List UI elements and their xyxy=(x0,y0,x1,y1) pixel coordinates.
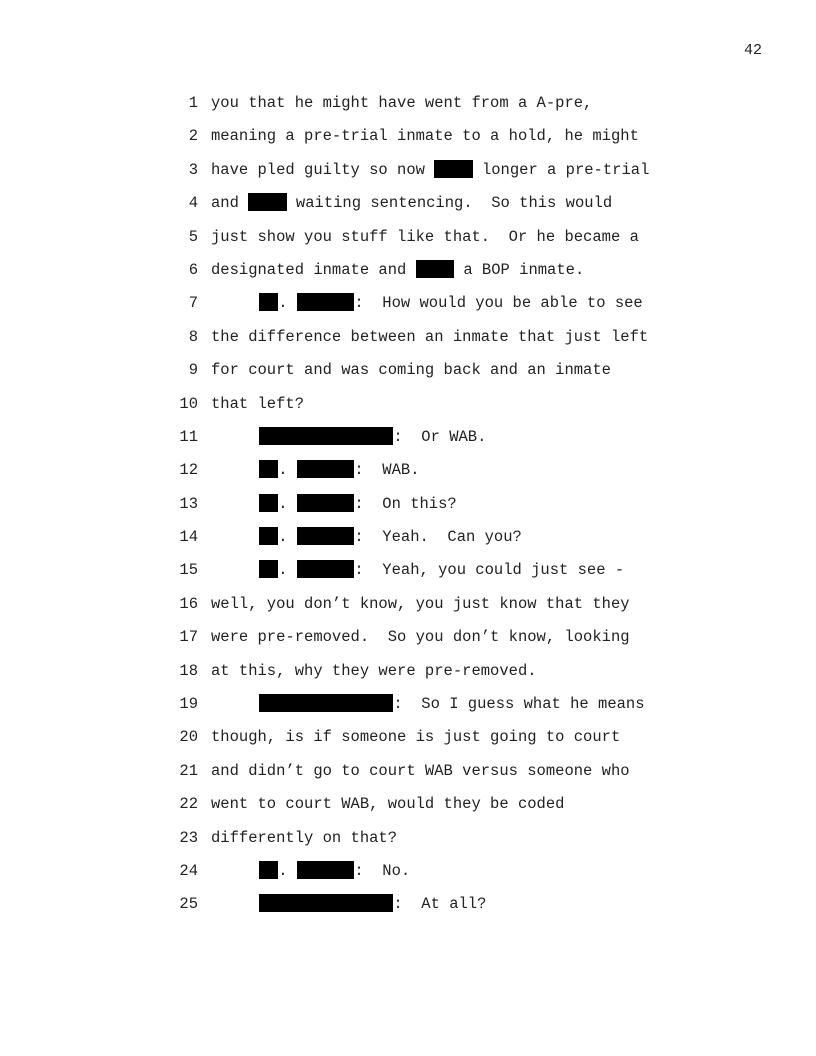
line-text xyxy=(211,187,612,220)
line-text xyxy=(211,788,564,821)
transcript-line xyxy=(0,755,816,788)
transcript-line xyxy=(0,354,816,387)
line-number: 13 xyxy=(179,494,198,513)
line-text xyxy=(211,655,537,688)
transcript-line xyxy=(0,521,816,554)
line-text xyxy=(211,388,304,421)
transcript-line xyxy=(0,454,816,487)
text-segment: . xyxy=(278,861,297,880)
line-text xyxy=(211,221,639,254)
text-segment: : Or WAB. xyxy=(393,427,487,446)
line-number: 1 xyxy=(188,94,198,112)
line-number: 24 xyxy=(179,861,198,880)
transcript-line xyxy=(0,287,816,320)
transcript-line xyxy=(0,788,816,821)
text-segment: at this, why they were pre-removed. xyxy=(211,661,537,680)
transcript-line xyxy=(0,254,816,287)
text-segment: you that he might have went from a A-pre, xyxy=(211,94,593,112)
line-number: 16 xyxy=(179,594,198,613)
redaction-box xyxy=(248,193,286,211)
redaction-box xyxy=(434,160,472,178)
line-text xyxy=(211,621,630,654)
line-text xyxy=(211,721,620,754)
text-segment: designated inmate and xyxy=(211,260,416,279)
line-text xyxy=(211,154,649,187)
line-number: 22 xyxy=(179,795,198,814)
line-number: 15 xyxy=(179,561,198,580)
text-segment: and didn’t go to court WAB versus someone who xyxy=(211,761,630,780)
line-number: 5 xyxy=(188,227,198,246)
line-number: 7 xyxy=(188,294,198,313)
line-number: 11 xyxy=(179,427,198,446)
text-segment: : Yeah. Can you? xyxy=(354,528,522,547)
line-text xyxy=(259,521,522,554)
line-text xyxy=(211,755,630,788)
line-number: 3 xyxy=(188,160,198,179)
transcript-line xyxy=(0,621,816,654)
text-segment: : How would you be able to see xyxy=(354,294,643,313)
text-segment: went to court WAB, would they be coded xyxy=(211,795,565,814)
text-segment: . xyxy=(278,528,297,547)
transcript-line xyxy=(0,588,816,621)
transcript-line xyxy=(0,87,816,120)
text-segment: waiting sentencing. So this would xyxy=(286,194,613,213)
redaction-box xyxy=(416,260,454,278)
line-number: 12 xyxy=(179,461,198,480)
text-segment: . xyxy=(278,561,297,580)
redaction-box xyxy=(259,861,278,879)
redaction-box xyxy=(297,293,355,311)
text-segment: have pled guilty so now xyxy=(211,160,435,179)
transcript-line xyxy=(0,822,816,855)
text-segment: differently on that? xyxy=(211,828,398,847)
redaction-box xyxy=(259,894,393,912)
text-segment: though, is if someone is just going to court xyxy=(211,728,621,747)
line-text xyxy=(211,321,648,354)
line-text xyxy=(211,354,611,387)
line-number: 4 xyxy=(188,194,198,213)
transcript-line xyxy=(0,321,816,354)
line-text xyxy=(259,488,457,521)
text-segment: : At all? xyxy=(393,895,487,914)
text-segment: . xyxy=(278,494,297,513)
redaction-box xyxy=(259,460,278,478)
text-segment: a BOP inmate. xyxy=(454,260,585,279)
line-text xyxy=(211,254,584,287)
transcript-line xyxy=(0,888,816,921)
line-text xyxy=(259,855,410,888)
line-number: 23 xyxy=(179,828,198,847)
redaction-box xyxy=(259,293,278,311)
redaction-box xyxy=(259,527,278,545)
transcript-line xyxy=(0,421,816,454)
line-number: 9 xyxy=(188,361,198,380)
line-text xyxy=(211,87,592,120)
redaction-box xyxy=(297,494,355,512)
line-number: 17 xyxy=(179,628,198,647)
text-segment: longer a pre-trial xyxy=(472,160,650,179)
line-number: 19 xyxy=(179,695,198,714)
line-text xyxy=(211,822,397,855)
text-segment: well, you don’t know, you just know that they xyxy=(211,594,630,613)
text-segment: just show you stuff like that. Or he became a xyxy=(211,227,639,246)
redaction-box xyxy=(259,694,393,712)
text-segment: the difference between an inmate that just left xyxy=(211,327,649,346)
text-segment: were pre-removed. So you don’t know, looking xyxy=(211,628,630,647)
text-segment: meaning a pre-trial inmate to a hold, he might xyxy=(211,127,639,146)
line-number: 25 xyxy=(179,895,198,914)
text-segment: : No. xyxy=(354,861,411,880)
line-number: 2 xyxy=(188,127,198,146)
line-number: 14 xyxy=(179,528,198,547)
transcript-line xyxy=(0,554,816,587)
line-text xyxy=(211,588,630,621)
line-text xyxy=(211,120,639,153)
page-number: 42 xyxy=(743,42,762,59)
text-segment: : So I guess what he means xyxy=(393,695,645,714)
line-number: 10 xyxy=(179,394,198,413)
line-text xyxy=(259,688,645,721)
line-text xyxy=(259,287,643,320)
line-number: 6 xyxy=(188,260,198,279)
text-segment: that left? xyxy=(211,394,305,413)
redaction-box xyxy=(259,560,278,578)
line-number: 21 xyxy=(179,761,198,780)
transcript-line xyxy=(0,154,816,187)
line-text xyxy=(259,554,624,587)
line-number: 8 xyxy=(188,327,198,346)
redaction-box xyxy=(297,560,355,578)
transcript-lines xyxy=(0,87,816,922)
text-segment: and xyxy=(211,194,249,213)
transcript-line xyxy=(0,655,816,688)
line-text xyxy=(259,421,486,454)
transcript-line xyxy=(0,221,816,254)
text-segment: for court and was coming back and an inmate xyxy=(211,361,611,380)
transcript-line xyxy=(0,855,816,888)
line-text xyxy=(259,454,420,487)
line-text xyxy=(259,888,486,921)
redaction-box xyxy=(297,460,355,478)
line-number: 18 xyxy=(179,661,198,680)
text-segment: . xyxy=(278,461,297,480)
transcript-line xyxy=(0,688,816,721)
transcript-line xyxy=(0,120,816,153)
text-segment: : On this? xyxy=(354,494,457,513)
text-segment: . xyxy=(278,294,297,313)
redaction-box xyxy=(259,427,393,445)
redaction-box xyxy=(297,861,355,879)
redaction-box xyxy=(297,527,355,545)
redaction-box xyxy=(259,494,278,512)
line-number: 20 xyxy=(179,728,198,747)
text-segment: : Yeah, you could just see - xyxy=(354,561,625,580)
text-segment: : WAB. xyxy=(354,461,420,480)
transcript-line xyxy=(0,388,816,421)
transcript-line xyxy=(0,187,816,220)
transcript-line xyxy=(0,488,816,521)
transcript-line xyxy=(0,721,816,754)
